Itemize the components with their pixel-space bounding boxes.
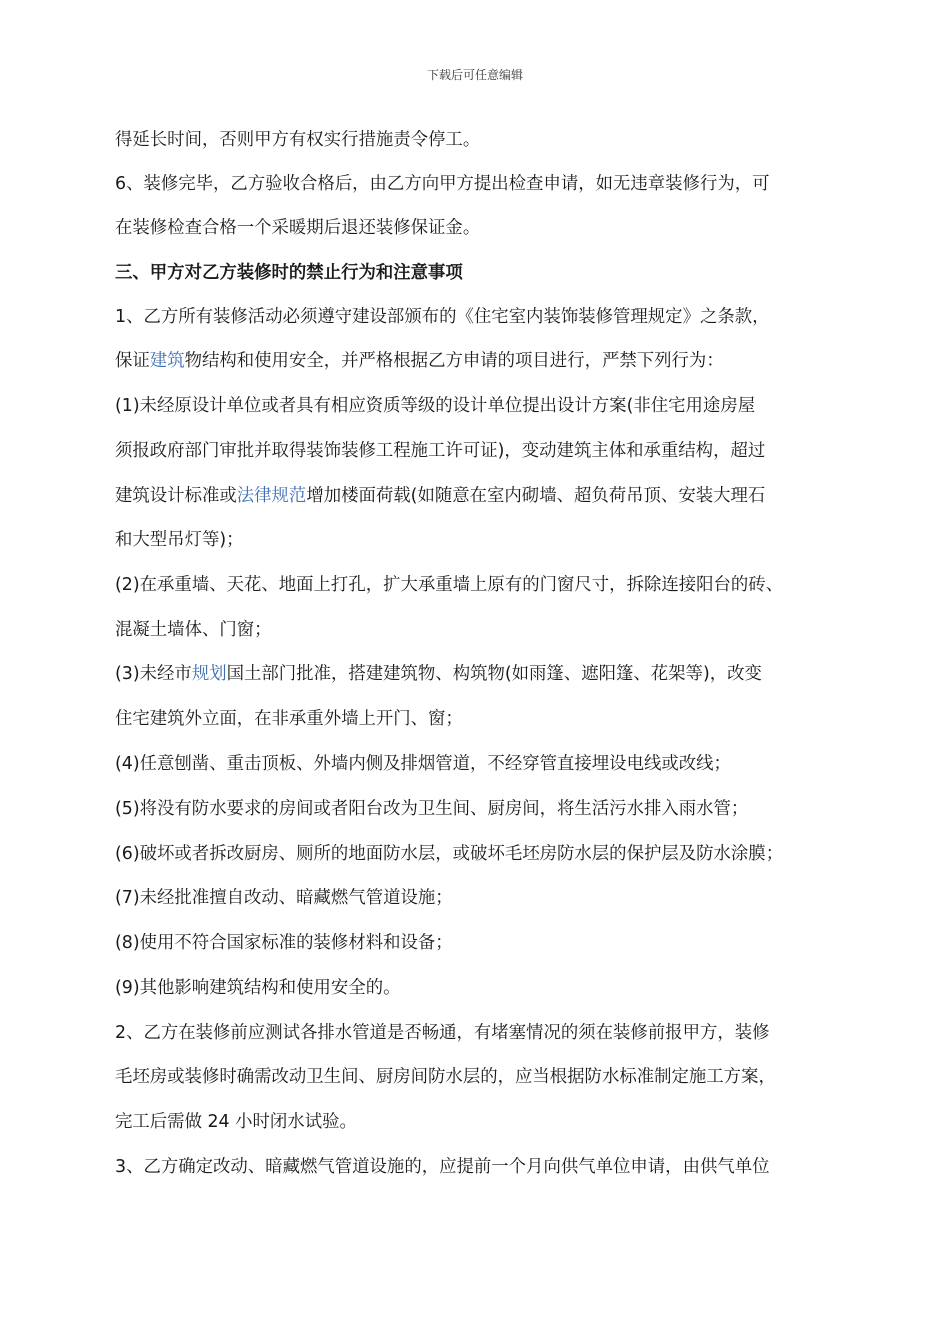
paragraph-line: 6、装修完毕，乙方验收合格后，由乙方向甲方提出检查申请，如无违章装修行为，可 — [115, 174, 770, 194]
hyperlink-guihua[interactable]: 规划 — [191, 664, 227, 684]
paragraph-line: (4)任意刨凿、重击顶板、外墙内侧及排烟管道，不经穿管直接埋设电线或改线； — [115, 754, 731, 774]
line-text: 增加楼面荷载(如随意在室内砌墙、超负荷吊顶、安装大理石 — [306, 486, 766, 506]
paragraph-line: 在装修检查合格一个采暖期后退还装修保证金。 — [115, 218, 481, 238]
paragraph-line: 完工后需做 24 小时闭水试验。 — [115, 1112, 357, 1132]
hyperlink-falv-guifan[interactable]: 法律规范 — [236, 486, 307, 506]
page-header: 下载后可任意编辑 — [426, 68, 523, 82]
section-heading: 三、甲方对乙方装修时的禁止行为和注意事项 — [115, 263, 463, 283]
paragraph-line: 1、乙方所有装修活动必须遵守建设部颁布的《住宅室内装饰装修管理规定》之条款， — [115, 307, 770, 327]
paragraph-line: 得延长时间，否则甲方有权实行措施责令停工。 — [115, 130, 481, 150]
paragraph-line: 2、乙方在装修前应测试各排水管道是否畅通，有堵塞情况的须在装修前报甲方，装修 — [115, 1023, 770, 1043]
line-text: (3)未经市 — [115, 664, 192, 684]
paragraph-line — [115, 349, 724, 373]
paragraph-line: (9)其他影响建筑结构和使用安全的。 — [115, 978, 401, 998]
paragraph-line: (2)在承重墙、天花、地面上打孔，扩大承重墙上原有的门窗尺寸，拆除连接阳台的砖、 — [115, 575, 784, 595]
line-text: 国土部门批准，搭建建筑物、构筑物(如雨篷、遮阳篷、花架等)，改变 — [226, 664, 762, 684]
line-text: 保证 — [115, 351, 150, 371]
line-text: 建筑设计标准或 — [115, 486, 237, 506]
paragraph-line: (1)未经原设计单位或者具有相应资质等级的设计单位提出设计方案(非住宅用途房屋 — [115, 396, 756, 416]
paragraph-line: (6)破坏或者拆改厨房、厕所的地面防水层，或破坏毛坯房防水层的保护层及防水涂膜； — [115, 844, 784, 864]
paragraph-line: 混凝土墙体、门窗； — [115, 620, 272, 640]
paragraph-line: (5)将没有防水要求的房间或者阳台改为卫生间、厨房间，将生活污水排入雨水管； — [115, 799, 749, 819]
paragraph-line — [115, 662, 762, 686]
paragraph-line: 和大型吊灯等)； — [115, 530, 244, 550]
paragraph-line: 住宅建筑外立面，在非承重外墙上开门、窗； — [115, 709, 463, 729]
paragraph-line: (8)使用不符合国家标准的装修材料和设备； — [115, 933, 453, 953]
paragraph-line: (7)未经批准擅自改动、暗藏燃气管道设施； — [115, 888, 453, 908]
paragraph-line: 毛坯房或装修时确需改动卫生间、厨房间防水层的，应当根据防水标准制定施工方案， — [115, 1067, 776, 1087]
paragraph-line: 3、乙方确定改动、暗藏燃气管道设施的，应提前一个月向供气单位申请，由供气单位 — [115, 1157, 770, 1177]
paragraph-line — [115, 484, 765, 508]
paragraph-line: 须报政府部门审批并取得装饰装修工程施工许可证)，变动建筑主体和承重结构，超过 — [115, 441, 766, 461]
hyperlink-jianzhu[interactable]: 建筑 — [149, 351, 185, 371]
line-text: 物结构和使用安全，并严格根据乙方申请的项目进行，严禁下列行为： — [184, 351, 724, 371]
